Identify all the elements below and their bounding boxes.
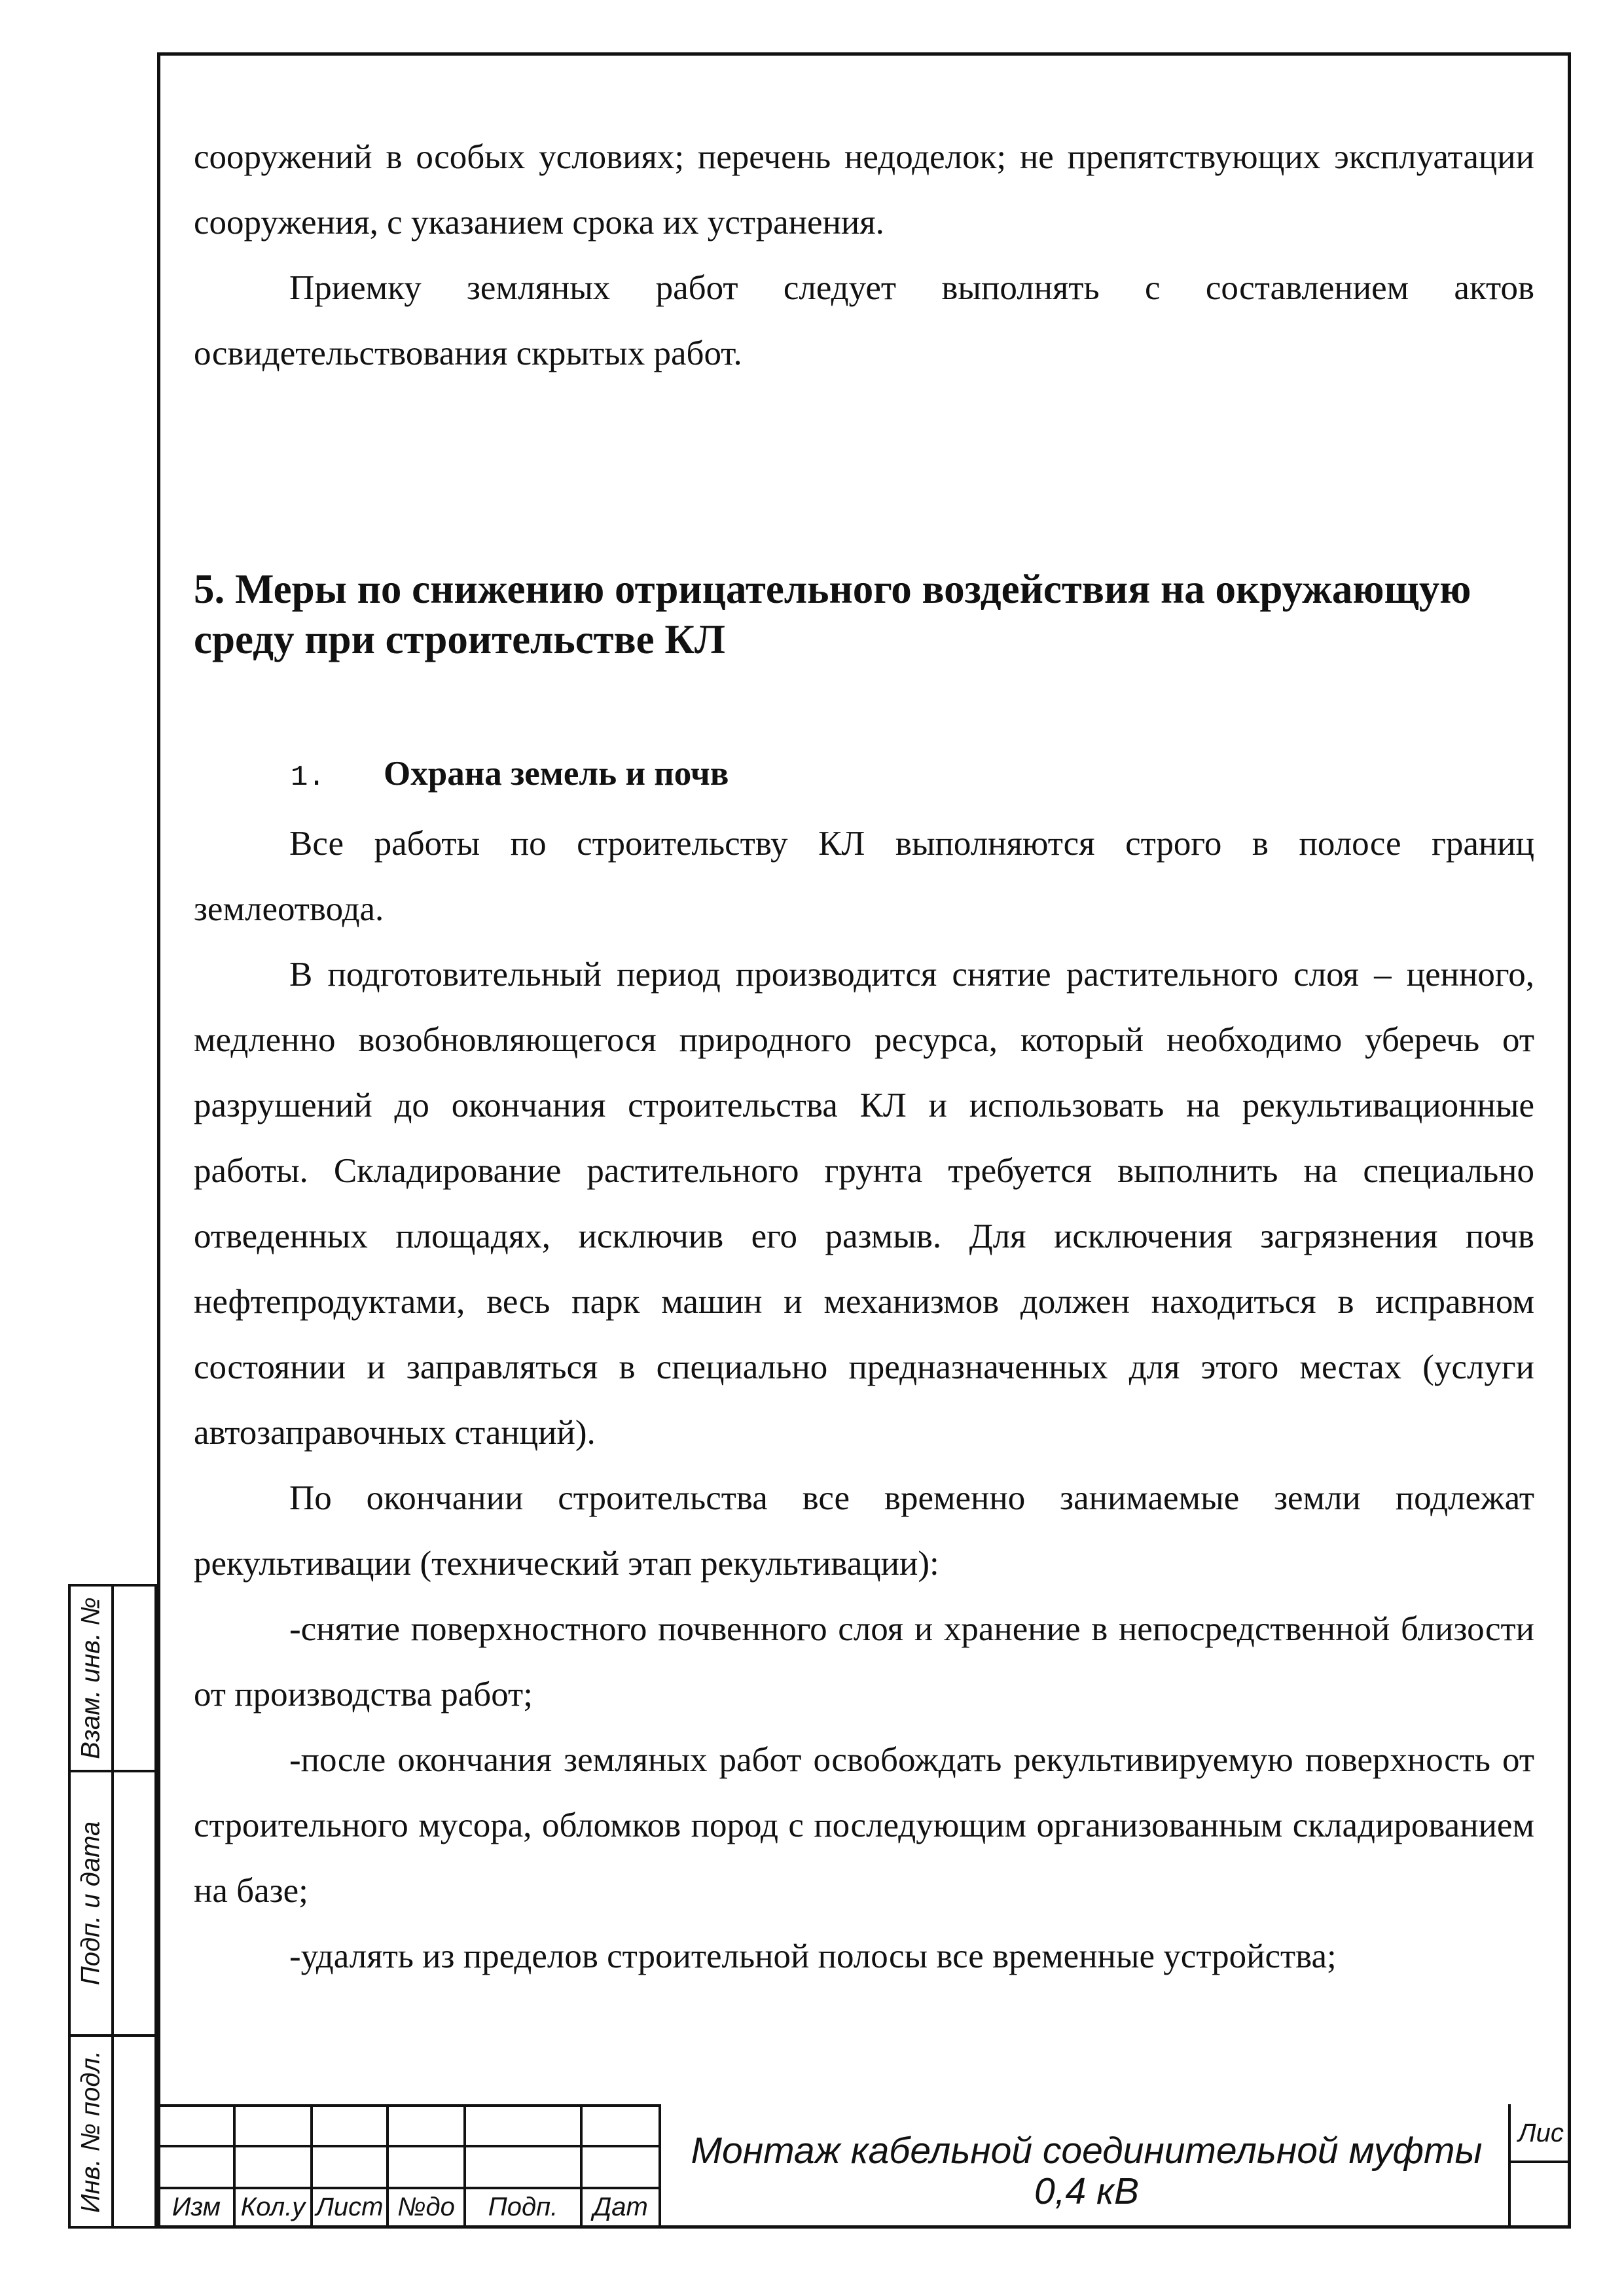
paragraph-preparatory-period: В подготовительный период производится снятие растительного слоя – ценного, медленно возобновляющегося природного ресурса, который необходимо уберечь от разрушений до окончания строительства КЛ и использовать на рекультивационные работы. Складирование растительного грунта требуется выполнить на специально отведенных площадях, исключив его размыв. Для исключения загрязнения почв нефтепродуктами, весь парк машин и механизмов должен находиться в исправном состоянии и заправляться в специально предназначенных для этого местах (услуги автозаправочных станций). <box>194 956 1534 1452</box>
side-label-replacement-inv: Взам. инв. № <box>76 1597 105 1759</box>
caption-izm: Изм <box>171 2193 221 2221</box>
caption-data: Дат <box>593 2193 648 2221</box>
side-cell-original-inv <box>68 2034 157 2229</box>
document-title-line-2: 0,4 кВ <box>1034 2170 1139 2212</box>
intro-block <box>194 124 1534 386</box>
side-label-signature-date: Подп. и дата <box>76 1821 105 1986</box>
list-item-debris: -после окончания земляных работ освобождать рекультивируемую поверхность от строительного мусора, обломков пород с последующим организованным складированием на базе; <box>194 1741 1534 1910</box>
list-item-topsoil: -снятие поверхностного почвенного слоя и хранение в непосредственной близости от производства работ; <box>194 1610 1534 1713</box>
side-label-original-inv: Инв. № подл. <box>76 2050 105 2213</box>
document-title <box>661 2130 1512 2212</box>
caption-kolu: Кол.у <box>240 2193 306 2221</box>
intro-paragraph-2: Приемку земляных работ следует выполнять с составлением актов освидетельствования скрытых работ. <box>194 269 1534 372</box>
paragraph-land-boundary: Все работы по строительству КЛ выполняются строго в полосе границ землеотвода. <box>194 825 1534 928</box>
sheet-label: Лис <box>1518 2119 1564 2147</box>
list-item-temporary-devices: -удалять из пределов строительной полосы все временные устройства; <box>289 1937 1337 1975</box>
subsection-title: Охрана земель и почв <box>384 755 729 793</box>
paragraph-recultivation: По окончании строительства все временно занимаемые земли подлежат рекультивации (технический этап рекультивации): <box>194 1479 1534 1583</box>
caption-podp: Подп. <box>488 2193 558 2221</box>
subsection-heading <box>291 751 729 800</box>
title-block <box>157 2104 1571 2229</box>
section-heading: 5. Меры по снижению отрицательного воздействия на окружающую среду при строительстве КЛ <box>194 566 1471 662</box>
subsection-number: 1. <box>291 761 325 794</box>
side-cell-replacement-inv <box>68 1584 157 1772</box>
caption-ndok: №до <box>397 2193 455 2221</box>
caption-list: Лист <box>316 2193 384 2221</box>
main-text-block <box>194 811 1534 1989</box>
side-cell-signature-date <box>68 1770 157 2037</box>
intro-paragraph-1: сооружений в особых условиях; перечень недоделок; не препятствующих эксплуатации сооружения, с указанием срока их устранения. <box>194 138 1534 242</box>
document-title-line-1: Монтаж кабельной соединительной муфты <box>691 2130 1483 2172</box>
